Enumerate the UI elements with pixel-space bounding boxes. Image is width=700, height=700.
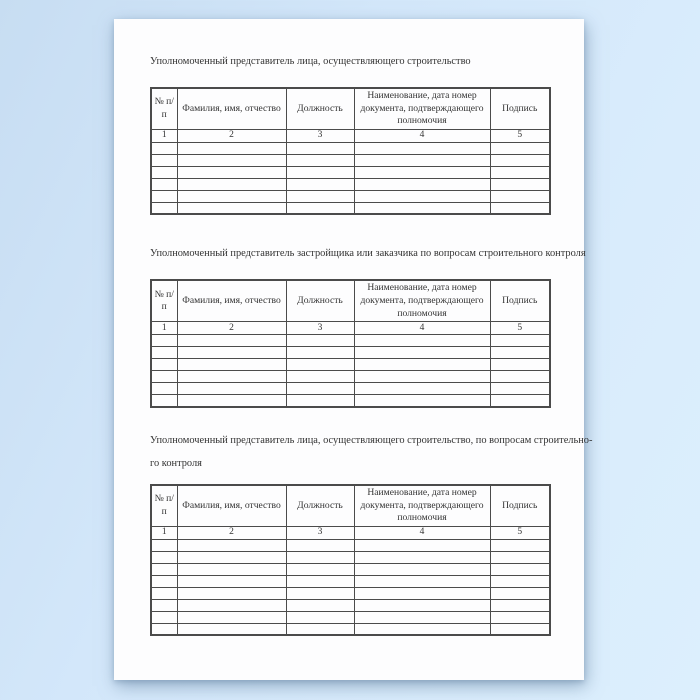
empty-cell	[490, 395, 550, 407]
section-builder-control	[150, 429, 593, 636]
empty-cell	[354, 563, 490, 575]
header-cell-full-name: Фамилия, имя, отчество	[177, 280, 286, 321]
empty-cell	[151, 359, 177, 371]
empty-cell	[177, 575, 286, 587]
section-title	[150, 429, 593, 475]
column-number: 4	[354, 322, 490, 335]
section-title-line: Уполномоченный представитель лица, осуществляющего строительство, по вопросам строительно-	[150, 434, 593, 446]
column-number: 3	[286, 129, 354, 142]
empty-cell	[490, 611, 550, 623]
empty-cell	[151, 371, 177, 383]
column-number: 2	[177, 129, 286, 142]
empty-cell	[151, 587, 177, 599]
empty-cell	[354, 623, 490, 635]
column-number: 4	[354, 129, 490, 142]
empty-cell	[177, 178, 286, 190]
representatives-table-2	[150, 279, 551, 407]
empty-cell	[177, 154, 286, 166]
empty-cell	[354, 575, 490, 587]
empty-cell	[490, 166, 550, 178]
empty-row	[151, 551, 550, 563]
column-number: 4	[354, 526, 490, 539]
empty-cell	[354, 154, 490, 166]
empty-cell	[490, 371, 550, 383]
empty-cell	[177, 202, 286, 214]
empty-row	[151, 166, 550, 178]
empty-cell	[354, 611, 490, 623]
empty-cell	[354, 202, 490, 214]
empty-cell	[286, 539, 354, 551]
empty-cell	[177, 335, 286, 347]
representatives-table-3	[150, 484, 551, 636]
empty-cell	[354, 190, 490, 202]
empty-cell	[177, 383, 286, 395]
empty-cell	[354, 142, 490, 154]
empty-row	[151, 563, 550, 575]
section-title-line: Уполномоченный представитель застройщика или заказчика по вопросам строительного контроля	[150, 248, 586, 260]
empty-cell	[490, 347, 550, 359]
empty-cell	[151, 154, 177, 166]
empty-cell	[286, 371, 354, 383]
empty-cell	[286, 575, 354, 587]
empty-cell	[354, 347, 490, 359]
table-header-row	[151, 280, 550, 321]
empty-row	[151, 395, 550, 407]
empty-cell	[177, 599, 286, 611]
empty-cell	[177, 359, 286, 371]
empty-cell	[286, 623, 354, 635]
table-header-row	[151, 88, 550, 129]
section-title	[150, 50, 549, 73]
empty-cell	[286, 166, 354, 178]
header-cell-position: Должность	[286, 280, 354, 321]
empty-row	[151, 575, 550, 587]
empty-cell	[151, 575, 177, 587]
empty-cell	[151, 599, 177, 611]
empty-cell	[177, 142, 286, 154]
empty-cell	[286, 599, 354, 611]
table-empty-body	[151, 539, 550, 635]
document-page	[114, 19, 593, 680]
header-cell-authority-document: Наименование, дата номер документа, подтверждающего полномочия	[354, 485, 490, 526]
empty-row	[151, 190, 550, 202]
column-number: 5	[490, 322, 550, 335]
empty-row	[151, 178, 550, 190]
empty-cell	[286, 383, 354, 395]
section-title	[150, 242, 586, 265]
column-number: 1	[151, 322, 177, 335]
empty-cell	[151, 395, 177, 407]
empty-row	[151, 347, 550, 359]
empty-cell	[286, 395, 354, 407]
column-number: 5	[490, 129, 550, 142]
empty-cell	[177, 551, 286, 563]
empty-cell	[177, 347, 286, 359]
empty-row	[151, 359, 550, 371]
empty-cell	[354, 599, 490, 611]
empty-row	[151, 371, 550, 383]
column-number: 5	[490, 526, 550, 539]
header-cell-position: Должность	[286, 88, 354, 129]
empty-cell	[490, 359, 550, 371]
empty-cell	[286, 142, 354, 154]
header-cell-signature: Подпись	[490, 88, 550, 129]
column-numbers-row	[151, 322, 550, 335]
column-numbers-row	[151, 526, 550, 539]
empty-cell	[177, 611, 286, 623]
header-cell-full-name: Фамилия, имя, отчество	[177, 88, 286, 129]
header-cell-number: № п/п	[151, 485, 177, 526]
empty-cell	[151, 335, 177, 347]
empty-cell	[490, 599, 550, 611]
empty-cell	[151, 178, 177, 190]
empty-row	[151, 335, 550, 347]
empty-cell	[286, 611, 354, 623]
empty-cell	[490, 142, 550, 154]
header-cell-authority-document: Наименование, дата номер документа, подтверждающего полномочия	[354, 280, 490, 321]
empty-cell	[151, 190, 177, 202]
empty-cell	[490, 539, 550, 551]
empty-cell	[286, 347, 354, 359]
empty-cell	[177, 166, 286, 178]
empty-cell	[177, 190, 286, 202]
empty-cell	[490, 551, 550, 563]
empty-cell	[490, 202, 550, 214]
empty-cell	[286, 563, 354, 575]
empty-row	[151, 383, 550, 395]
empty-row	[151, 599, 550, 611]
section-title-line: го контроля	[150, 457, 202, 469]
header-cell-number: № п/п	[151, 88, 177, 129]
header-cell-signature: Подпись	[490, 280, 550, 321]
empty-cell	[490, 178, 550, 190]
column-number: 2	[177, 322, 286, 335]
empty-cell	[490, 623, 550, 635]
table-header-row	[151, 485, 550, 526]
empty-cell	[177, 623, 286, 635]
empty-cell	[286, 359, 354, 371]
empty-cell	[490, 383, 550, 395]
empty-cell	[151, 611, 177, 623]
column-number: 1	[151, 129, 177, 142]
empty-cell	[177, 371, 286, 383]
empty-cell	[354, 335, 490, 347]
empty-cell	[354, 359, 490, 371]
column-numbers-row	[151, 129, 550, 142]
empty-cell	[286, 551, 354, 563]
empty-cell	[177, 587, 286, 599]
section-title-line: Уполномоченный представитель лица, осуществляющего строительство	[150, 56, 471, 67]
column-number: 2	[177, 526, 286, 539]
empty-cell	[354, 395, 490, 407]
header-cell-position: Должность	[286, 485, 354, 526]
empty-cell	[151, 539, 177, 551]
empty-cell	[151, 347, 177, 359]
empty-cell	[286, 154, 354, 166]
section-developer-customer-control	[150, 242, 586, 407]
header-cell-full-name: Фамилия, имя, отчество	[177, 485, 286, 526]
empty-row	[151, 154, 550, 166]
empty-cell	[151, 166, 177, 178]
empty-cell	[286, 587, 354, 599]
empty-row	[151, 623, 550, 635]
empty-cell	[490, 587, 550, 599]
empty-cell	[151, 551, 177, 563]
empty-cell	[490, 335, 550, 347]
table-empty-body	[151, 142, 550, 214]
empty-cell	[490, 575, 550, 587]
empty-cell	[490, 563, 550, 575]
empty-cell	[354, 371, 490, 383]
column-number: 3	[286, 526, 354, 539]
empty-cell	[177, 395, 286, 407]
empty-row	[151, 142, 550, 154]
empty-cell	[151, 202, 177, 214]
empty-cell	[151, 383, 177, 395]
empty-cell	[354, 587, 490, 599]
header-cell-signature: Подпись	[490, 485, 550, 526]
header-cell-number: № п/п	[151, 280, 177, 321]
empty-row	[151, 202, 550, 214]
empty-cell	[354, 178, 490, 190]
empty-cell	[177, 563, 286, 575]
empty-cell	[177, 539, 286, 551]
representatives-table-1	[150, 87, 551, 215]
empty-cell	[354, 383, 490, 395]
empty-cell	[286, 190, 354, 202]
empty-row	[151, 539, 550, 551]
empty-cell	[286, 335, 354, 347]
empty-cell	[354, 539, 490, 551]
empty-cell	[286, 202, 354, 214]
empty-row	[151, 611, 550, 623]
empty-cell	[354, 551, 490, 563]
empty-row	[151, 587, 550, 599]
empty-cell	[490, 190, 550, 202]
empty-cell	[151, 142, 177, 154]
header-cell-authority-document: Наименование, дата номер документа, подтверждающего полномочия	[354, 88, 490, 129]
empty-cell	[151, 623, 177, 635]
section-builder-representative	[150, 50, 549, 215]
column-number: 3	[286, 322, 354, 335]
column-number: 1	[151, 526, 177, 539]
empty-cell	[286, 178, 354, 190]
empty-cell	[354, 166, 490, 178]
table-empty-body	[151, 335, 550, 407]
empty-cell	[151, 563, 177, 575]
empty-cell	[490, 154, 550, 166]
